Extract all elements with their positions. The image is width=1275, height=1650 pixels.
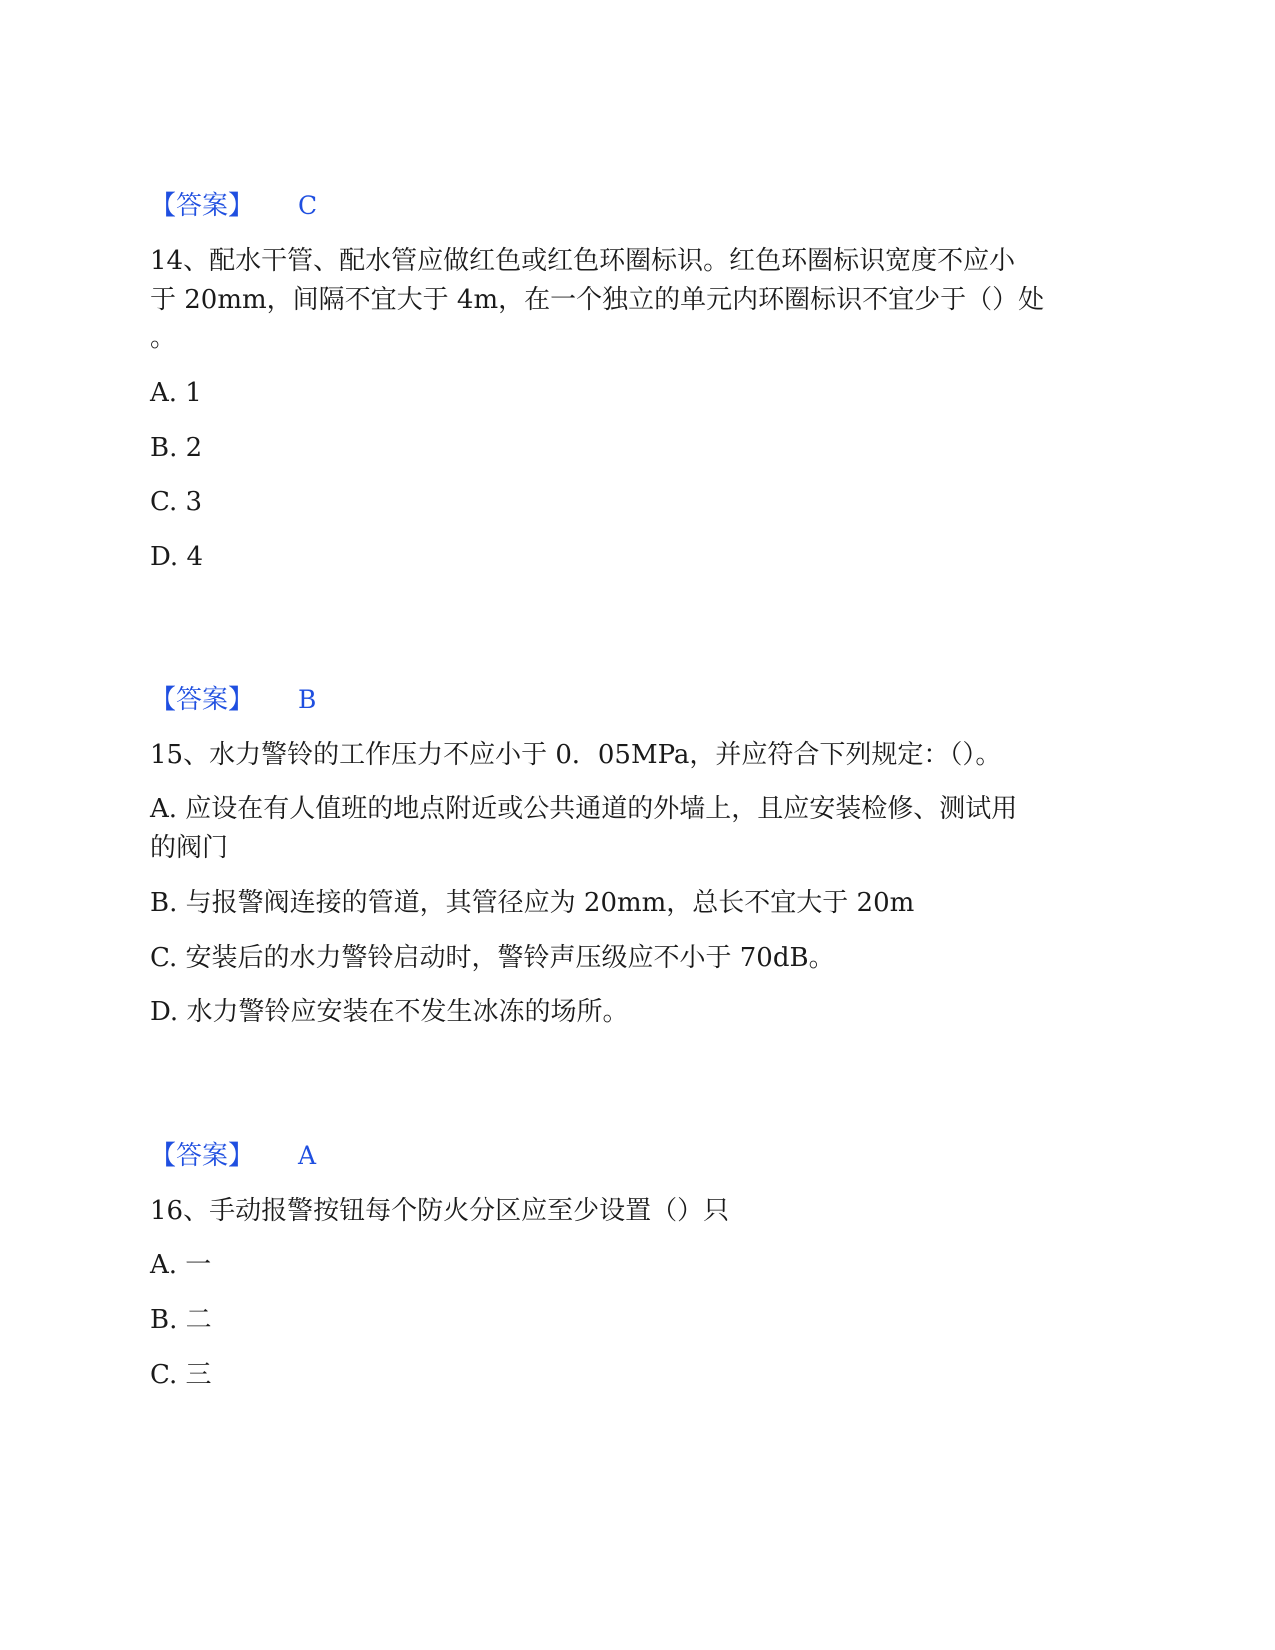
question-15-option-a-line2: 的阀门 — [150, 833, 229, 863]
answer-line-q14 — [150, 680, 316, 720]
answer-line-q15 — [150, 1136, 316, 1176]
question-14-option-a: A. 1 — [150, 378, 202, 408]
question-15-option-b: B. 与报警阀连接的管道，其管径应为 20mm，总长不宜大于 20m — [150, 888, 915, 918]
answer-label: 【答案】 — [150, 685, 255, 715]
question-14-option-b: B. 2 — [150, 433, 203, 463]
answer-value: C — [298, 191, 318, 220]
question-16-option-c: C. 三 — [150, 1360, 212, 1390]
question-14-stem-line3: 。 — [150, 323, 177, 353]
answer-value: B — [298, 685, 317, 714]
answer-label: 【答案】 — [150, 1141, 255, 1171]
question-14-option-c: C. 3 — [150, 487, 203, 517]
question-16-option-b: B. 二 — [150, 1305, 212, 1335]
question-15-option-a-line1: A. 应设在有人值班的地点附近或公共通道的外墙上，且应安装检修、测试用 — [150, 794, 1018, 824]
answer-line-q13 — [150, 186, 317, 226]
question-15-option-d: D. 水力警铃应安装在不发生冰冻的场所。 — [150, 997, 629, 1027]
question-16-stem: 16、手动报警按钮每个防火分区应至少设置（）只 — [150, 1196, 730, 1226]
answer-label: 【答案】 — [150, 191, 255, 221]
question-14-option-d: D. 4 — [150, 542, 203, 572]
answer-value: A — [298, 1141, 317, 1170]
question-14-stem-line2: 于 20mm，间隔不宜大于 4m，在一个独立的单元内环圈标识不宜少于（）处 — [150, 285, 1045, 315]
question-15-option-c: C. 安装后的水力警铃启动时，警铃声压级应不小于 70dB。 — [150, 943, 835, 973]
question-14-stem-line1: 14、配水干管、配水管应做红色或红色环圈标识。红色环圈标识宽度不应小 — [150, 246, 1016, 276]
question-16-option-a: A. 一 — [150, 1250, 212, 1280]
question-15-stem: 15、水力警铃的工作压力不应小于 0．05MPa，并应符合下列规定：（）。 — [150, 740, 1002, 770]
